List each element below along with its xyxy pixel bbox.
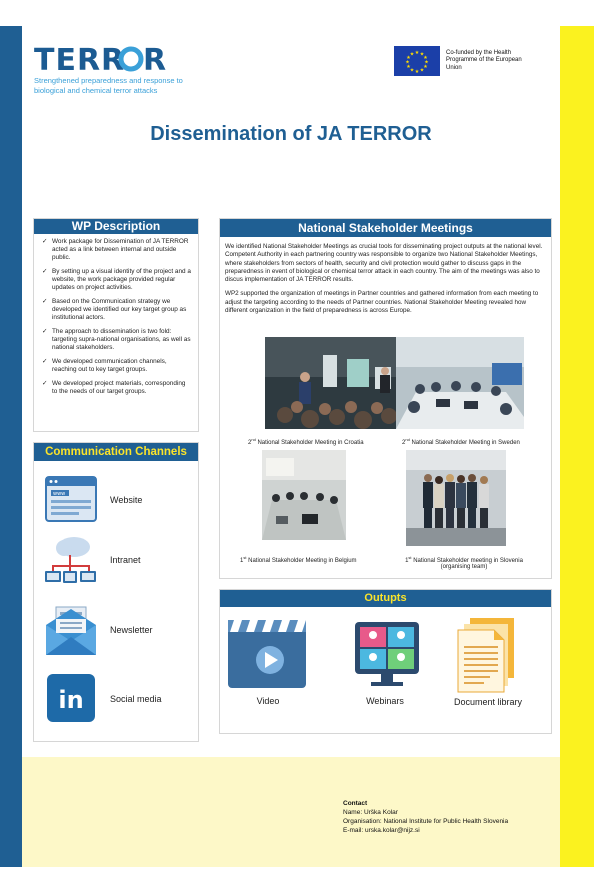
svg-text:R: R [143, 43, 168, 78]
caption-text: National Stakeholder Meeting in Croatia [255, 440, 364, 446]
communication-channels-panel [33, 442, 199, 742]
output-document-library [448, 616, 528, 708]
svg-text:www: www [53, 491, 66, 497]
contact-name: Name: Urška Kolar [343, 809, 398, 816]
svg-text:★: ★ [414, 50, 420, 56]
outputs-panel [219, 589, 552, 734]
list-item: ✓ Based on the Communication strategy we developed we identified our key target group as institutional actors. [42, 298, 192, 322]
video-icon [228, 618, 308, 690]
svg-text:★: ★ [419, 67, 425, 74]
caption-sweden [402, 437, 520, 446]
linkedin-icon [44, 673, 98, 725]
photo-croatia-meeting [265, 337, 405, 429]
svg-text:★: ★ [424, 59, 429, 66]
wp-description-panel [33, 218, 199, 432]
contact-heading: Contact [343, 800, 368, 807]
list-item: ✓ Work package for Dissemination of JA TERROR acted as a link between internal and outside public. [42, 238, 192, 262]
caption-ordinal-suffix: nd [251, 437, 256, 442]
svg-text:★: ★ [414, 69, 420, 75]
logo-wordmark [34, 43, 184, 78]
funding-text: Co-funded by the Health Programme of the European Union [446, 49, 522, 71]
stakeholder-meetings-heading: National Stakeholder Meetings [220, 219, 551, 237]
list-item: ✓ By setting up a visual identity of the project and a website, the work package provided regular updates on project activities. [42, 268, 192, 292]
svg-text:in: in [58, 686, 84, 714]
logo-graphic [34, 43, 168, 78]
photo-sweden-meeting [396, 337, 524, 429]
svg-text:★: ★ [423, 64, 428, 70]
output-label: Webinars [366, 696, 404, 706]
list-item: ✓ We developed communication channels, reaching out to key target groups. [42, 358, 192, 374]
output-label: Video [256, 696, 280, 706]
caption-belgium [240, 555, 357, 564]
svg-text:★: ★ [405, 59, 410, 66]
caption-ordinal: 1 [405, 558, 409, 564]
right-accent-bar [560, 26, 594, 867]
caption-ordinal: 2 [248, 440, 252, 446]
intranet-icon [44, 533, 98, 587]
list-item: ✓ The approach to dissemination is two fold: targeting supra-national organisations, as well as national stakeholders. [42, 328, 192, 352]
stakeholder-meetings-panel [219, 218, 552, 579]
caption-ordinal: 2 [402, 440, 406, 446]
outputs-heading: Outupts [220, 590, 551, 607]
caption-slovenia [394, 555, 534, 570]
project-logo [34, 44, 184, 95]
channel-label: Intranet [110, 555, 141, 565]
logo-tagline: Strengthened preparedness and response to biological and chemical terror attacks [34, 76, 183, 95]
caption-text: National Stakeholder Meeting in Sweden [409, 440, 520, 446]
list-item: ✓ We developed project materials, corresponding to the needs of our target groups. [42, 380, 192, 396]
contact-organisation: Organisation: National Institute for Public Health Slovenia [343, 818, 509, 825]
contact-block [343, 799, 508, 835]
photo-belgium-meeting [262, 450, 346, 540]
website-icon [44, 475, 98, 525]
webinar-icon [345, 618, 425, 690]
channel-website [44, 475, 142, 525]
caption-ordinal: 1 [240, 558, 244, 564]
output-webinars [340, 618, 430, 706]
stakeholder-paragraph-1: We identified National Stakeholder Meetings as crucial tools for disseminating project outputs at the national level. Competent Authority in each partnering country was responsible to organize two National Stakeholder Meetings, where stakeholders from sectors of health, security and civil protection would gather to discuss gaps in the preparedness in event of biological or chemical terror attack in each country. The aim of the meetings was also to discus implementation of JA TERROR results. [225, 243, 543, 284]
svg-text:TERR: TERR [34, 43, 126, 78]
caption-subtext: (organising team) [440, 564, 488, 570]
svg-text:★: ★ [406, 64, 411, 70]
channel-newsletter [44, 603, 153, 657]
eu-flag-icon [394, 46, 440, 76]
channel-label: Website [110, 495, 143, 505]
svg-text:★: ★ [423, 55, 428, 61]
photo-slovenia-team [406, 450, 506, 546]
caption-ordinal-suffix: nd [405, 437, 410, 442]
svg-text:★: ★ [419, 51, 425, 58]
left-accent-bar [0, 26, 22, 867]
stakeholder-paragraph-2: WP2 supported the organization of meetings in Partner countries and gathered information from each meeting to adjust the targeting according to the needs of Partner countries. National Stakeholder Meeting revealed how different organization in the field of preparedness is across Europe. [225, 290, 539, 315]
caption-text: National Stakeholder meeting in Slovenia [411, 558, 523, 564]
svg-text:★: ★ [406, 55, 411, 61]
svg-text:★: ★ [409, 51, 415, 58]
contact-email[interactable]: E-mail: urska.kolar@nijz.si [343, 827, 420, 834]
newsletter-icon [44, 603, 98, 657]
output-label: Document library [453, 697, 523, 707]
caption-ordinal-suffix: st [408, 555, 412, 560]
wp-description-list [34, 234, 198, 396]
wp-description-heading: WP Description [34, 219, 198, 234]
caption-text: National Stakeholder Meeting in Belgium [246, 558, 357, 564]
svg-text:★: ★ [409, 67, 415, 74]
document-icon [448, 616, 528, 694]
channel-intranet [44, 533, 141, 587]
caption-ordinal-suffix: st [243, 555, 247, 560]
communication-channels-heading: Communication Channels [34, 443, 198, 461]
channel-social-media [44, 673, 162, 725]
output-video [228, 618, 308, 706]
poster-title: Dissemination of JA TERROR [150, 123, 432, 145]
channel-label: Social media [110, 694, 162, 704]
caption-croatia [248, 437, 364, 446]
channel-label: Newsletter [110, 625, 153, 635]
eu-funding-badge [394, 46, 536, 76]
